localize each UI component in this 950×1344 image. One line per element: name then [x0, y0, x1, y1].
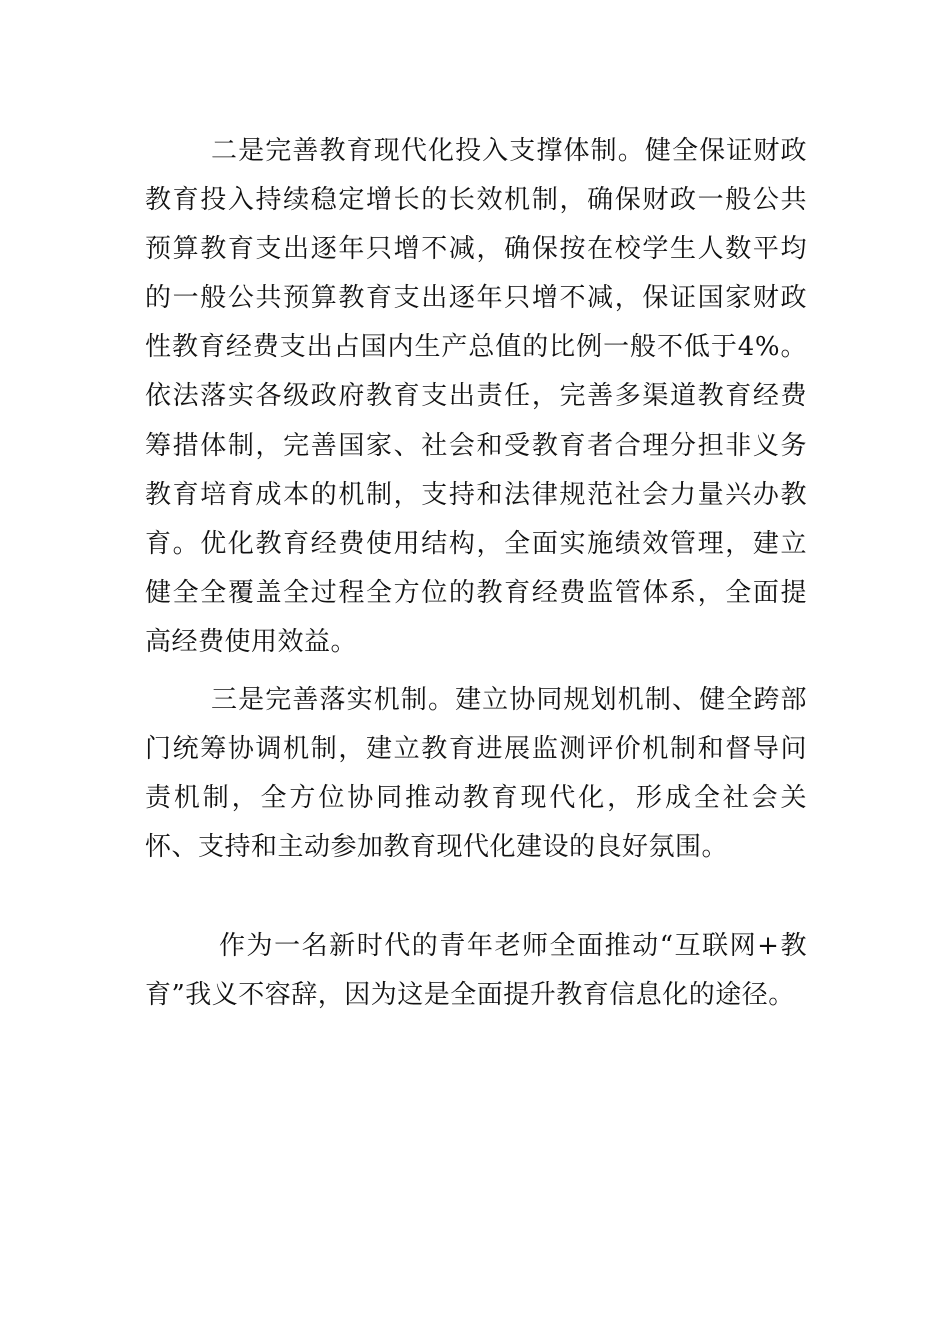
- paragraph-funding-system: 二是完善教育现代化投入支撑体制。健全保证财政教育投入持续稳定增长的长效机制，确保财政一般公共预算教育支出逐年只增不减，确保按在校学生人数平均的一般公共预算教育支出逐年只增不减，保证国家财政性教育经费支出占国内生产总值的比例一般不低于4%。依法落实各级政府教育支出责任，完善多渠道教育经费筹措体制，完善国家、社会和受教育者合理分担非义务教育培育成本的机制，支持和法律规范社会力量兴办教育。优化教育经费使用结构，全面实施绩效管理，建立健全全覆盖全过程全方位的教育经费监管体系，全面提高经费使用效益。: [145, 136, 807, 657]
- paragraph-implementation-mechanism: 三是完善落实机制。建立协同规划机制、健全跨部门统筹协调机制，建立教育进展监测评价机制和督导问责机制，全方位协同推动教育现代化，形成全社会关怀、支持和主动参加教育现代化建设的良好氛围。: [145, 685, 807, 863]
- paragraph-young-teacher: 作为一名新时代的青年老师全面推动“互联网+教育”我义不容辞，因为这是全面提升教育信息化的途径。: [145, 931, 807, 1011]
